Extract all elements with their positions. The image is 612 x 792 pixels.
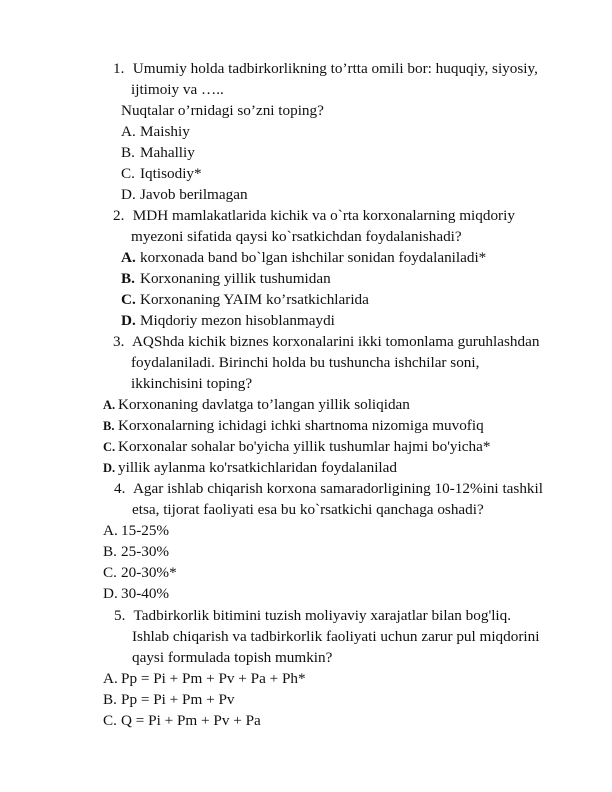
- option-letter: C.: [103, 564, 117, 581]
- option-text: korxonada band bo`lgan ishchilar sonidan foydalaniladi*: [140, 249, 487, 266]
- option-text: 25-30%: [121, 543, 170, 560]
- option-text: 30-40%: [121, 585, 170, 602]
- option-item: [103, 522, 169, 540]
- option-item: [103, 691, 234, 709]
- question-text: Agar ishlab chiqarish korxona samaradorligining 10-12%ini tashkil: [132, 480, 543, 497]
- option-item: [121, 186, 248, 204]
- option-letter: A.: [103, 522, 118, 539]
- question-number: 3.: [113, 333, 125, 350]
- question-text: Tadbirkorlik bitimini tuzish moliyaviy xarajatlar bilan bog'liq.: [133, 607, 512, 624]
- question-5-line-1: [114, 607, 511, 625]
- option-item: [121, 312, 335, 330]
- option-letter: A.: [103, 398, 116, 412]
- option-text: Q = Pi + Pm + Pv + Pa: [121, 712, 261, 729]
- option-letter: C.: [103, 712, 117, 729]
- option-item: [103, 564, 177, 582]
- option-letter: C.: [121, 165, 135, 182]
- option-item: [121, 144, 195, 162]
- option-letter: A.: [121, 249, 136, 266]
- option-text: Iqtisodiy*: [140, 165, 202, 182]
- question-text: MDH mamlakatlarida kichik va o`rta korxonalarning miqdoriy: [132, 207, 515, 224]
- option-text: Korxonalar sohalar bo'yicha yillik tushumlar hajmi bo'yicha*: [118, 438, 491, 455]
- question-2-line-1: [113, 207, 515, 225]
- question-number: 4.: [114, 480, 126, 497]
- question-5-line-3: qaysi formulada topish mumkin?: [132, 649, 333, 666]
- option-letter: B.: [121, 144, 135, 161]
- option-item: [103, 585, 169, 603]
- option-text: Korxonaning davlatga to’langan yillik soliqidan: [118, 396, 410, 413]
- option-letter: B.: [103, 419, 115, 433]
- question-number: 5.: [114, 607, 126, 624]
- option-text: Korxonalarning ichidagi ichki shartnoma nizomiga muvofiq: [118, 417, 484, 434]
- option-item: [121, 249, 486, 267]
- question-number: 1.: [113, 60, 125, 77]
- option-item: [103, 712, 261, 730]
- option-text: Miqdoriy mezon hisoblanmaydi: [140, 312, 335, 329]
- question-5-line-2: Ishlab chiqarish va tadbirkorlik faoliyati uchun zarur pul miqdorini: [132, 628, 540, 645]
- question-4-line-2: etsa, tijorat faoliyati esa bu ko`rsatkichi qanchaga oshadi?: [132, 501, 484, 518]
- option-item: [121, 291, 369, 309]
- option-item: [103, 438, 490, 456]
- option-letter: D.: [103, 461, 116, 475]
- option-letter: D.: [121, 312, 136, 329]
- option-item: [121, 165, 202, 183]
- option-letter: C.: [121, 291, 136, 308]
- option-item: [121, 123, 190, 141]
- question-1-line-2: ijtimoiy va …..: [131, 81, 224, 98]
- question-number: 2.: [113, 207, 125, 224]
- option-text: Maishiy: [140, 123, 190, 140]
- question-3-line-3: ikkinchisini toping?: [131, 375, 253, 392]
- option-letter: B.: [121, 270, 135, 287]
- option-letter: D.: [121, 186, 136, 203]
- option-letter: C.: [103, 440, 116, 454]
- option-text: yillik aylanma ko'rsatkichlaridan foydalanilad: [118, 459, 397, 476]
- option-text: 20-30%*: [121, 564, 177, 581]
- option-text: Pp = Pi + Pm + Pv: [121, 691, 235, 708]
- question-3-line-1: [113, 333, 539, 351]
- question-text: AQShda kichik biznes korxonalarini ikki tomonlama guruhlashdan: [131, 333, 540, 350]
- option-item: [103, 459, 397, 477]
- question-3-line-2: foydalaniladi. Birinchi holda bu tushuncha ishchilar soni,: [131, 354, 480, 371]
- option-item: [103, 543, 169, 561]
- option-letter: A.: [103, 670, 118, 687]
- question-1-line-1: [113, 60, 538, 78]
- option-item: [103, 670, 306, 688]
- option-text: Javob berilmagan: [140, 186, 248, 203]
- option-item: [103, 417, 484, 435]
- option-letter: D.: [103, 585, 118, 602]
- option-text: Korxonaning yillik tushumidan: [140, 270, 331, 287]
- option-letter: B.: [103, 543, 117, 560]
- option-text: Korxonaning YAIM ko’rsatkichlarida: [140, 291, 369, 308]
- question-4-line-1: [114, 480, 543, 498]
- option-letter: A.: [121, 123, 136, 140]
- option-item: [103, 396, 410, 414]
- question-text: Umumiy holda tadbirkorlikning to’rtta omili bor: huquqiy, siyosiy,: [132, 60, 538, 77]
- option-item: [121, 270, 331, 288]
- question-1-prompt: Nuqtalar o’rnidagi so’zni toping?: [121, 102, 324, 119]
- option-text: 15-25%: [121, 522, 170, 539]
- option-letter: B.: [103, 691, 117, 708]
- option-text: Mahalliy: [140, 144, 195, 161]
- option-text: Pp = Pi + Pm + Pv + Pa + Ph*: [121, 670, 306, 687]
- question-2-line-2: myezoni sifatida qaysi ko`rsatkichdan foydalanishadi?: [131, 228, 462, 245]
